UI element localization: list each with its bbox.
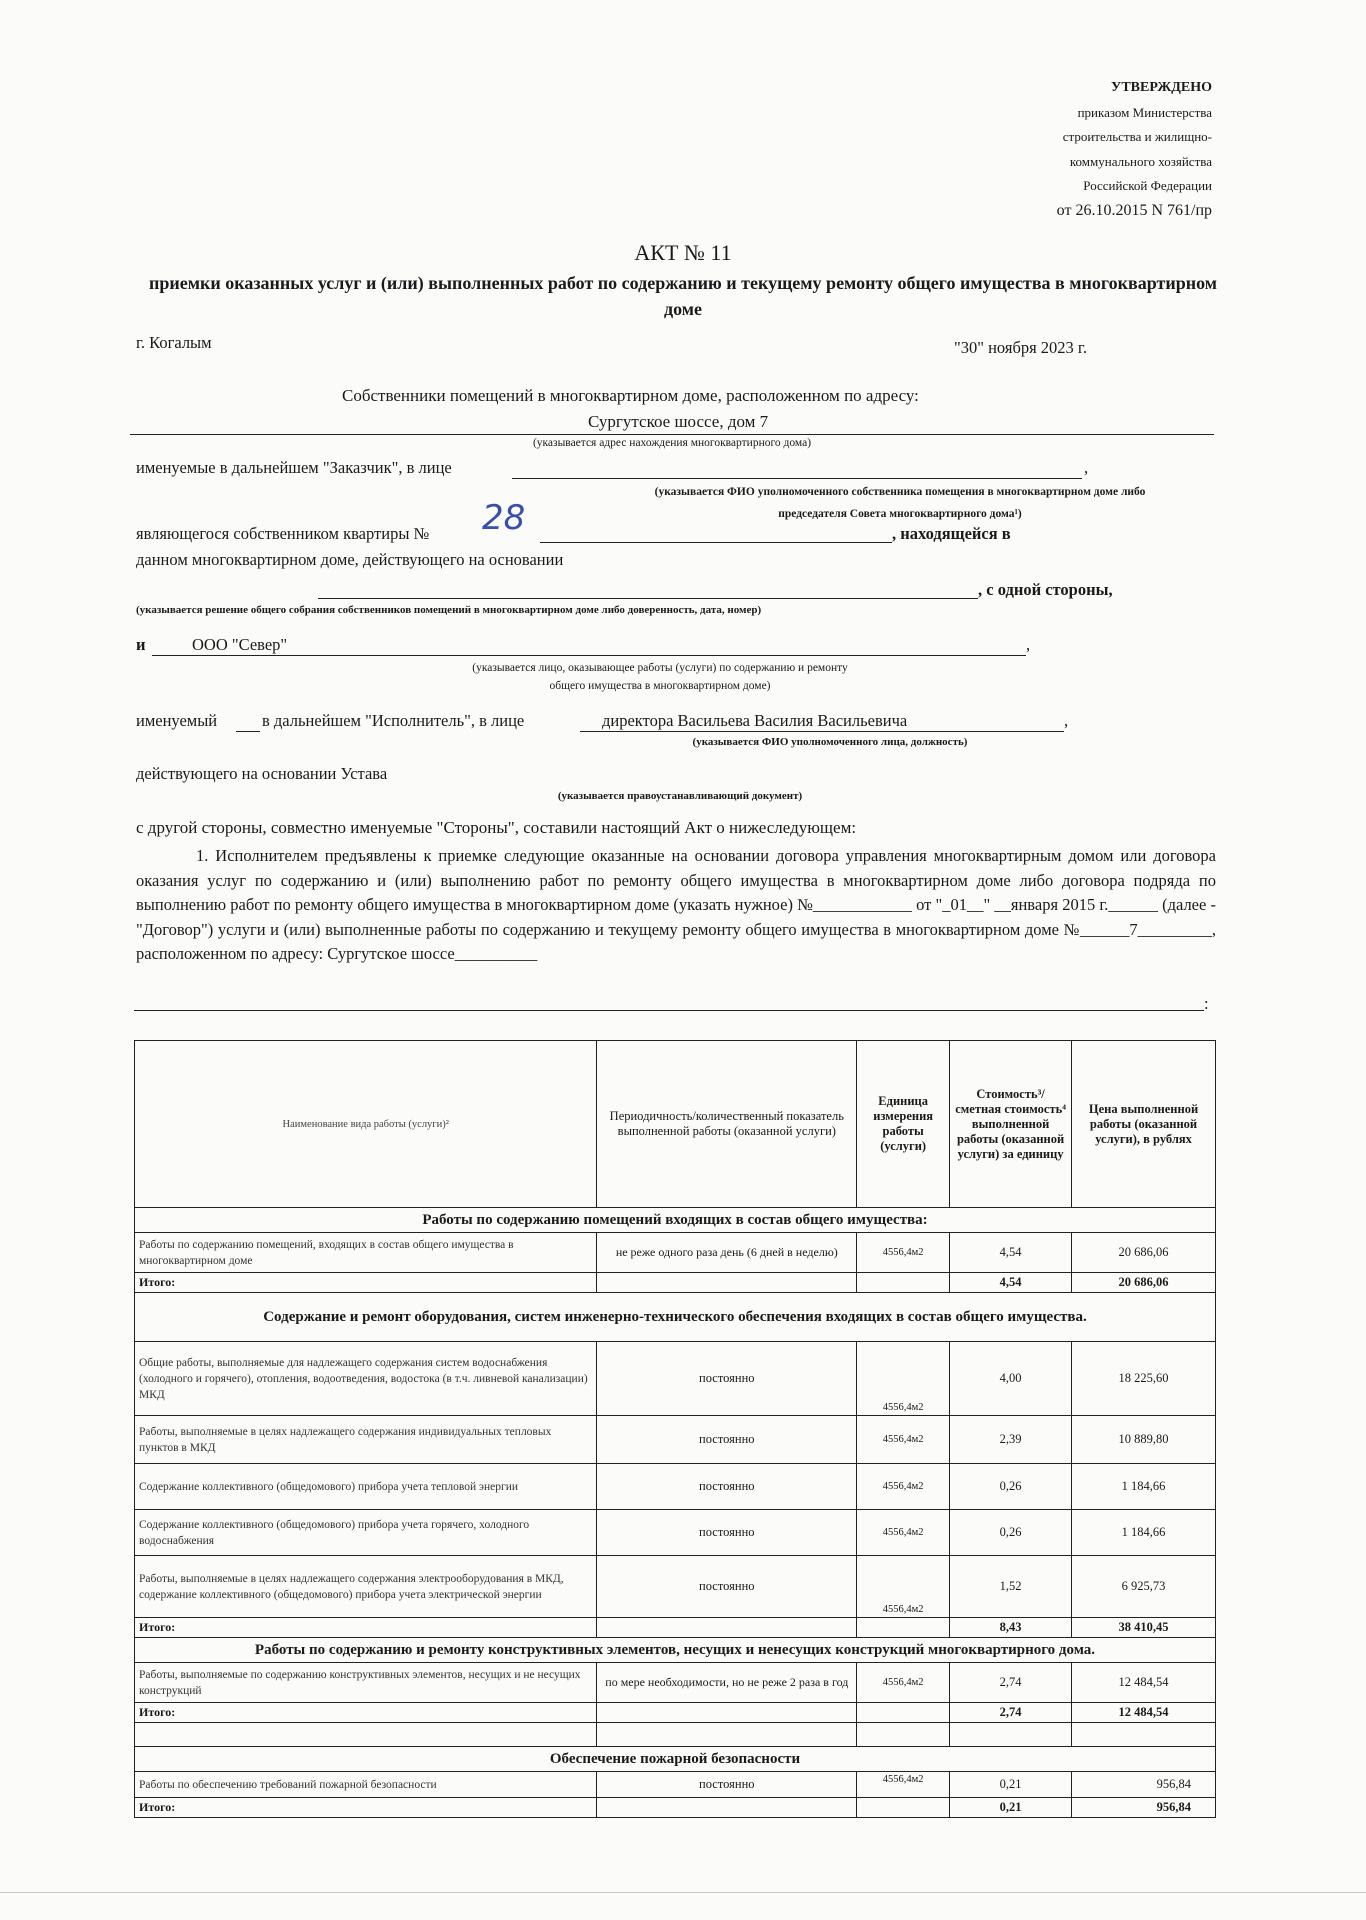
work-unit: 4556,4м2 [857,1556,950,1618]
total-price: 20 686,06 [1072,1273,1216,1293]
colon: : [1204,994,1209,1013]
work-cost: 4,00 [950,1342,1072,1416]
comma: , [1084,458,1089,477]
table-row [135,1663,1216,1703]
section-row [135,1638,1216,1663]
act-date: "30" ноября 2023 г. [954,338,1087,357]
named-blank [236,713,260,732]
clause-address-line [134,992,1204,1011]
address-line [130,412,1214,435]
work-cost: 0,21 [950,1772,1072,1798]
director-hint: (указывается ФИО уполномоченного лица, должность) [692,736,968,748]
one-side: , с одной стороны, [978,580,1113,599]
customer-prefix: именуемые в дальнейшем "Заказчик", в лице [136,458,452,477]
header-name: Наименование вида работы (услуги)² [135,1041,597,1208]
work-period: по мере необходимости, но не реже 2 раза в год [597,1663,857,1703]
other-side: с другой стороны, совместно именуемые "Стороны", составили настоящий Акт о нижеследующем: [136,818,857,837]
work-cost: 1,52 [950,1556,1072,1618]
header-unit: Единица измерения работы (услуги) [857,1041,950,1208]
work-price: 10 889,80 [1072,1416,1216,1464]
work-name: Содержание коллективного (общедомового) прибора учета тепловой энергии [135,1464,597,1510]
work-name: Работы, выполняемые в целях надлежащего содержания индивидуальных тепловых пунктов в МКД [135,1416,597,1464]
work-unit: 4556,4м2 [857,1510,950,1556]
section-title: Содержание и ремонт оборудования, систем инженерно-технического обеспечения входящих в состав общего имущества. [135,1293,1216,1342]
contractor-line [152,637,1026,656]
header-period: Периодичность/количественный показатель выполненной работы (оказанной услуги) [597,1041,857,1208]
owner-line2: данном многоквартирном доме, действующего на основании [136,550,564,569]
section-title: Работы по содержанию помещений входящих в состав общего имущества: [135,1208,1216,1233]
approval-line: Российской Федерации [1083,178,1212,193]
address-value: Сургутское шоссе, дом 7 [588,412,769,431]
owners-line: Собственники помещений в многоквартирном доме, расположенном по адресу: [342,386,919,405]
total-label: Итого: [135,1703,597,1723]
apartment-number: 28 [482,498,526,538]
owner-prefix: являющегося собственником квартиры № [136,524,430,543]
named-mid: в дальнейшем "Исполнитель", в лице [262,711,525,730]
total-row [135,1618,1216,1638]
work-price: 1 184,66 [1072,1510,1216,1556]
acting-hint: (указывается правоустанавливающий документ) [557,790,803,802]
named-prefix: именуемый [136,711,218,730]
table-row [135,1233,1216,1273]
total-cost: 2,74 [950,1703,1072,1723]
customer-hint: председателя Совета многоквартирного дома¹) [778,508,1022,520]
total-row [135,1273,1216,1293]
approval-line: строительства и жилищно- [1062,129,1212,144]
owner-blank [540,524,892,543]
work-unit: 4556,4м2 [857,1772,950,1798]
work-period: постоянно [597,1556,857,1618]
spacer-row [135,1723,1216,1747]
total-price: 956,84 [1072,1798,1216,1818]
basis-hint: (указывается решение общего собрания собственников помещений в многоквартирном доме либо доверенность, дата, номер) [136,604,762,616]
work-price: 18 225,60 [1072,1342,1216,1416]
work-price: 6 925,73 [1072,1556,1216,1618]
work-price: 956,84 [1072,1772,1216,1798]
contractor-hint: общего имущества в многоквартирном доме) [549,680,771,692]
table-row [135,1416,1216,1464]
comma: , [1026,635,1031,654]
work-unit: 4556,4м2 [857,1416,950,1464]
clause-1: 1. Исполнителем предъявлены к приемке следующие оказанные на основании договора управления многоквартирным домом или договора оказания услуг по содержанию и (или) выполнению работ по ремонту общего имущества в многоквартирном доме либо договора подряда по выполнению работ по ремонту общего имущества в многоквартирном доме (указать нужное) №____________ от "_01__" __января 2015 г.______ (далее - "Договор") услуги и (или) выполненные работы по содержанию и текущему ремонту общего имущества в многоквартирном доме №______7_________, расположенном по адресу: Сургутское шоссе__________ [136,846,1216,963]
work-cost: 2,74 [950,1663,1072,1703]
work-name: Работы по содержанию помещений, входящих в состав общего имущества в многоквартирном доме [135,1233,597,1273]
address-hint: (указывается адрес нахождения многоквартирного дома) [532,437,812,449]
work-cost: 0,26 [950,1510,1072,1556]
work-name: Работы по обеспечению требований пожарной безопасности [135,1772,597,1798]
work-name: Содержание коллективного (общедомового) прибора учета горячего, холодного водоснабжения [135,1510,597,1556]
approval-line: коммунального хозяйства [1069,153,1212,169]
work-name: Работы, выполняемые в целях надлежащего содержания электрооборудования в МКД, содержание коллективного (общедомового) прибора учета электрической энергии [135,1556,597,1618]
total-price: 12 484,54 [1072,1703,1216,1723]
act-subtitle: приемки оказанных услуг и (или) выполненных работ по содержанию и текущему ремонту общего имущества в многоквартирном доме [148,273,1218,319]
work-unit: 4556,4м2 [857,1342,950,1416]
work-price: 20 686,06 [1072,1233,1216,1273]
work-period: постоянно [597,1510,857,1556]
total-cost: 4,54 [950,1273,1072,1293]
section-title: Работы по содержанию и ремонту конструктивных элементов, несущих и ненесущих конструкций многоквартирного дома. [135,1638,1216,1663]
work-price: 12 484,54 [1072,1663,1216,1703]
header-price: Цена выполненной работы (оказанной услуги), в рублях [1072,1041,1216,1208]
header-cost: Стоимость³/сметная стоимость⁴ выполненной работы (оказанной услуги) за единицу [950,1041,1072,1208]
work-name: Общие работы, выполняемые для надлежащего содержания систем водоснабжения (холодного и горячего), отопления, водоотведения, водостока (в т.ч. ливневой канализации) МКД [135,1342,597,1416]
total-label: Итого: [135,1798,597,1818]
contractor-hint: (указывается лицо, оказывающее работы (услуги) по содержанию и ремонту [472,662,848,674]
total-row [135,1798,1216,1818]
table-row [135,1772,1216,1798]
customer-hint: (указывается ФИО уполномоченного собственника помещения в многоквартирном доме либо [654,486,1146,498]
director-name: директора Васильева Василия Васильевича [602,711,908,730]
total-cost: 0,21 [950,1798,1072,1818]
work-period: постоянно [597,1772,857,1798]
works-table [134,1040,1216,1818]
work-unit: 4556,4м2 [857,1663,950,1703]
scan-edge-line [0,1892,1366,1893]
owner-suffix: , находящейся в [892,524,1011,543]
work-period: не реже одного раза день (6 дней в неделю) [597,1233,857,1273]
table-row [135,1342,1216,1416]
table-row [135,1464,1216,1510]
table-header-row [135,1041,1216,1208]
work-price: 1 184,66 [1072,1464,1216,1510]
work-name: Работы, выполняемые по содержанию конструктивных элементов, несущих и не несущих конструкций [135,1663,597,1703]
basis-blank [318,580,978,599]
work-cost: 2,39 [950,1416,1072,1464]
section-row [135,1208,1216,1233]
customer-blank [512,460,1082,479]
table-row [135,1556,1216,1618]
approval-line: приказом Министерства [1077,104,1212,120]
comma: , [1064,711,1069,730]
approval-block [1030,76,1212,223]
section-title: Обеспечение пожарной безопасности [135,1747,1216,1772]
total-row [135,1703,1216,1723]
table-row [135,1510,1216,1556]
total-label: Итого: [135,1618,597,1638]
contractor-name: ООО "Север" [192,635,288,654]
city: г. Когалым [136,333,212,352]
section-row [135,1747,1216,1772]
work-cost: 4,54 [950,1233,1072,1273]
work-unit: 4556,4м2 [857,1464,950,1510]
approval-heading: УТВЕРЖДЕНО [1111,80,1212,95]
work-cost: 0,26 [950,1464,1072,1510]
total-price: 38 410,45 [1072,1618,1216,1638]
total-label: Итого: [135,1273,597,1293]
total-cost: 8,43 [950,1618,1072,1638]
director-line [580,713,1064,732]
work-unit: 4556,4м2 [857,1233,950,1273]
section-row [135,1293,1216,1342]
acting-basis: действующего на основании Устава [136,764,388,783]
act-title: АКТ № 11 [634,240,732,265]
approval-line: от 26.10.2015 N 761/пр [1056,201,1212,219]
and-prefix: и [136,635,146,654]
work-period: постоянно [597,1342,857,1416]
work-period: постоянно [597,1416,857,1464]
work-period: постоянно [597,1464,857,1510]
